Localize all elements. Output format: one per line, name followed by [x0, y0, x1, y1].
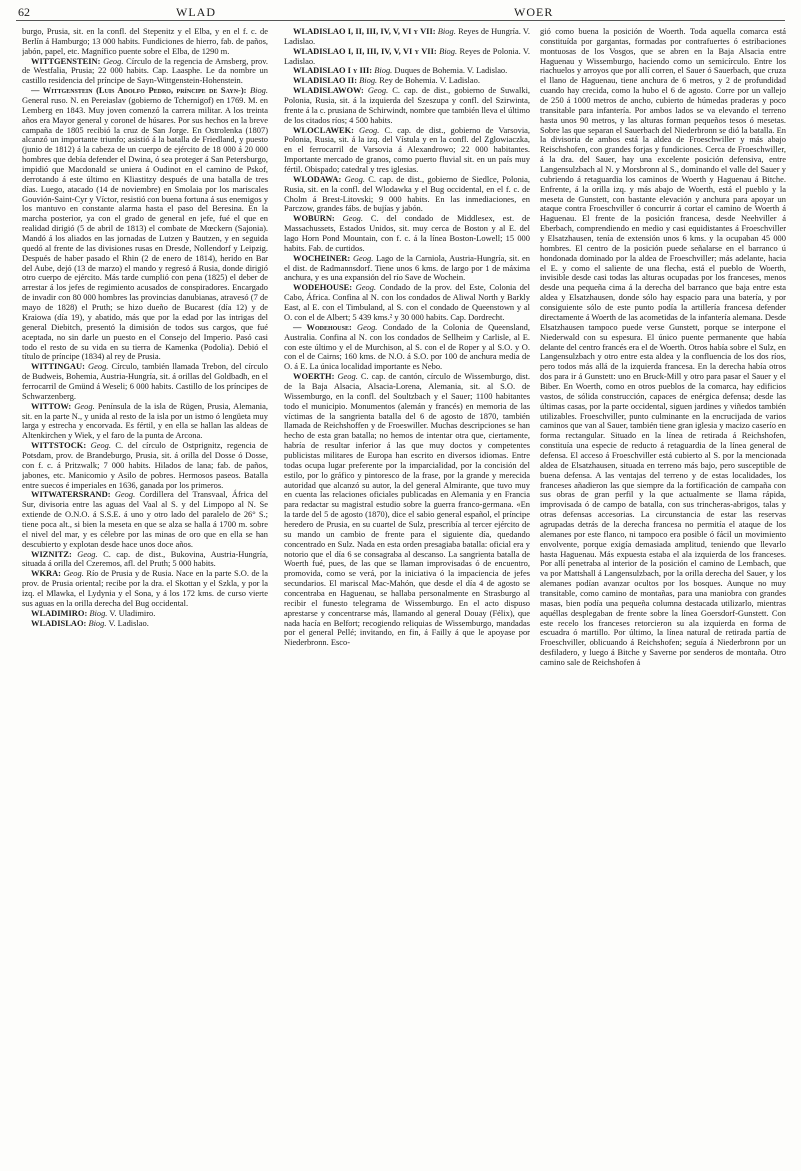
dictionary-entry: [284, 126, 530, 175]
entry-headword: WLADISLAO II:: [293, 75, 357, 86]
entry-headword: WOBURN:: [293, 213, 335, 224]
dictionary-entry: [22, 441, 268, 490]
page-number: 62: [18, 5, 30, 19]
dictionary-entry: [22, 86, 268, 362]
entry-category: Biog.: [439, 45, 458, 56]
running-head-right: WOER: [514, 5, 554, 19]
entry-text: V. Uladimiro.: [109, 607, 156, 618]
dictionary-entry: [284, 175, 530, 214]
entry-text: C. cap. de dist., gobierno de Varsovia, Polonia, Rusia, sit. á la izq. del Vístula y en la confl. del Zglowiaczka, en el ferrocarril de Varsovia á Alexandrowo; 22 000 habitantes. Importante mercado de granos, como puerto fluvial sit. en un país muy fértil. Obispado; catedral y tres iglesias.: [284, 124, 530, 175]
entry-text: C. cap. de cantón, círculo de Wissemburgo, dist. de la Baja Alsacia, Alsacia-Lorena, Alemania, sit. al S.O. de Wissemburgo, en la confl. del Soultzbach y el Sauer; 1100 habitantes todo el municipio. Monumentos (alemán y francés) en memoria de las víctimas de la sangrienta batalla del 6 de agosto de 1870, también llamada de Reichshoffen y de Froeswiller. Muchas descripciones se han hecho de esta gran batalla; no hemos de intentar otra que, ciertamente, habría de resultar inferior á las que muy doctos y competentes publicistas militares de Europa han escrito en diversos idiomas. Entre todas ocupa lugar preferente por la imparcialidad, por la concisión del estilo, por lo gráfico y pintoresco de la frase, por la grande y merecida autoridad que alcanzó su autor, la del general Almirante, que tuvo muy en cuenta las relaciones oficiales publicadas en Alemania y en Francia para redactar su magistral estudio sobre la guerra franco-germana. «En la tarde del 5 de agosto (1870), dice el sabio general español, el príncipe heredero de Prusia, en su cuartel de Sulz, prescribía al tercer ejército de su mando un cambio de frente para el siguiente día, quedando concentrado en Sulz. Nada en esta orden presagiaba batalla: oficial era y notorio que el día 6 se consagraba al descanso. La sangrienta batalla de Woerth fué, pues, de las que se llaman improvisadas ó de encuentro, promovida, como se verá, por la iniciativa ó la impaciencia de jefes secundarios. El mariscal Mac-Mahón, que desde el día 4 de agosto se concentraba en Haguenau, se hallaba personalmente en Strasburgo al recibir el funesto telegrama de Wissemburgo. En el acto dispuso aprestarse y concentrarse más, llamando al general Douay (Félix), que nada hacía en Belfort; recogiendo reliquias de Wissemburgo, mandadas por el general Pellé; invitando, en fin, á Failly á que le apoyase por Niederbronn. Esco-: [284, 371, 530, 648]
entry-headword: WIZNITZ:: [31, 548, 72, 559]
entry-headword: WITTSTOCK:: [31, 440, 87, 451]
entry-text: Condado de la prov. del Este, Colonia del Cabo, África. Confina al N. con los condados de Aliwal North y Barkly East, al E. con el Timbuland, al S. con el condado de Queenstown y al O. con el de Albert; 5 439 kms.² y 30 000 habits. Cap. Dordrecht.: [284, 282, 530, 322]
entry-category: Biog.: [88, 617, 107, 628]
entry-headword: WOCHEINER:: [293, 252, 351, 263]
running-head-left: WLAD: [176, 5, 216, 19]
entry-text: gió como buena la posición de Woerth. Toda aquella comarca está constituída por gargantas, formadas por contrafuertes ó estribaciones montuosas de los Vosgos, que se abren en la Baja Alsacia entre Haguenau y Wissemburgo, haciendo como un semicírculo. Entre los riachuelos y arroyos que por allí corren, el Sauer ó Sauerbach, que cruza el llano de Haguenau, tiene anchura de 6 metros, y 2 de profundidad cuando hay crecida, como la hubo el 6 de agosto. Corre por un vallejo de 250 á 1000 metros de ancho, cubierto de húmedas praderas y poco transitable para infantería. Por ambos lados se va elevando el terreno hasta unos 90 metros, y las alturas forman pequeños tesos ó mesetas. Sobre las que separan el Sauerbach del Niederbronn se dió la batalla. En la divisoria de ambos está la aldea de Froeschwiller y más abajo Reischshofen, con grandes forjas y fundiciones. Cerca de Froeschwiller, á la dra. del Sauer, hay una excelente posición defensiva, entre Langensulzbach al N. y Morsbronn al S., dominando el valle del Sauer y cubriendo á retaguardia los caminos de Woerth y Haguenau á Bitche. Enfrente, á la orilla izq. y más abajo de Woerth, está el pueblo y la meseta de Gunstett, con bastante elevación y anchura para apoyar un ataque contra Froeschviller ó concurrir á cortar el camino de Woerth á Haguenau. El frente de la posición francesa, desde Neehviller á Eberbach, comprendiendo en medio y casi equidistantes á Froeschviller y Elsatzhausen, tenía de extensión unos 6 kms. y la ocupaban 45 000 hombres. El centro de la posición puede señalarse en el barranco ú hondonada dominado por la aldea de Froeschviller; más adelante, hacia el E. y como el saliente de una flecha, está el pueblo de Woerth, invisible desde casi todas las alturas ocupadas por los franceses, menos desde una pequeña cima á la derecha del barranco que baja entre esta aldea y Elsatzhausen, donde sólo hay espacio para una batería, y por consiguiente sólo de este punto podía la artillería francesa defender directamente á Woerth de las acometidas de la infantería alemana. Desde Elsatzhausen tampoco puede verse Gunstett, porque se interpone el Niederwald con su espesura. El único puente permanente que había delante del centro francés era el de Woerth. Otros había sobre el Sulz, en Langensulzbach y otro entre esta aldea y la confluencia de los dos ríos, pero todos más allá de la izquierda francesa. En la derecha había otros dos para ir á Gunstett: uno en Bruck-Mill y otro para pasar el Sauer y el Biber. En Woerth, como en otros pueblos de la comarca, hay edificios vastos, de sólida construcción, capaces de enérgica defensa; desde las últimas casas, por la parte occidental, siguen jardines y viñedos también utilizables. Froeschviller, punto culminante en la encrucijada de varios caminos que van al Sauer, también tiene gran iglesia y macizo caserío en forma rectangular. Situado en la línea de retirada á Reichshofen, constituía una especie de reducto á retaguardia de la línea general de defensa. El acceso á Froeschviller está cubierto al S. por la mencionada aldea de Elsatzhausen, situada en terreno más bajo, pero susceptible de buena defensa. A las ventajas del terreno y de estas localidades, los franceses añadieron las que siempre da la fortificación de campaña con sus obras de gran perfil y la que actualmente se llama rápida, improvisada ó de campo de batalla, con sus trincheras-abrigos, talas y otras defensas accesorias. La circunstancia de estar las reservas agrupadas detrás de la derecha francesa no permitía el ataque de los alemanes por este flanco, ni tampoco era posible ó fácil un movimiento envolvente, porque exigía demasiada amplitud, teniendo que llevarlo hasta Haguenau. Más expuesta estaba el ala izquierda de los franceses. Por allí penetraba al interior de la posición el camino de Lembach, que va por Mattshall á Langensulzbach, por la orilla derecha del Sauer, y los alemanes podían avanzar ocultos por los bosques. Aunque no muy transitable, como camino de montañas, para una maniobra con grandes masas, bien podía una pequeña columna destacada utilizarlo, mientras aquéllas desplegaban de frente sobre la línea Goersdorf-Gunstett. Con este recelo los franceses retorcieron su ala izquierda en forma de escuadra ó martillo. Por último, la línea natural de retirada partía de Froeschviller, oblicuando á Reichshofen; seguía á Niederbronn por un desfiladero, y luego á Bitche y Saverne por senderos de montaña. Otro camino sale de Reichshofen á: [540, 27, 786, 667]
dictionary-entry: [22, 569, 268, 608]
entry-headword: WLADISLAO I, II, III, IV, V, VI y VII:: [293, 45, 437, 56]
entry-category: Geog.: [355, 282, 377, 293]
entry-text: C. cap. de dist., Bukovina, Austria-Hungría, situada á orilla del Czeremos, afl. del Pruth; 5 000 habits.: [22, 548, 268, 569]
entry-text: Reyes de Hungría. V. Ladislao.: [284, 27, 530, 46]
entry-headword: WITWATERSRAND:: [31, 489, 111, 500]
entry-category: Biog.: [249, 85, 268, 96]
column-right: [540, 27, 786, 1167]
dictionary-entry: [22, 362, 268, 401]
entry-headword: WLADIMIRO:: [31, 607, 88, 618]
dictionary-entry: [284, 27, 530, 47]
entry-text: C. cap. de dist., gobierno de Siedlce, Polonia, Rusia, sit. en la confl. del Wlodawka y el Bug occidental, en el f. c. de Cholm á Brest-Litovski; 9 000 habits. En las inmediaciones, en Parczow, grandes fábs. de bujías y jabón.: [284, 173, 530, 214]
entry-text: C. cap. de dist., gobierno de Suwalki, Polonia, Rusia, sit. á la izquierda del Szeszupa y confl. del Szirwinta, frente á la c. prusiana de Schirwindt, nombre que también lleva el último de los citados ríos; 4 500 habits.: [284, 85, 530, 125]
entry-text: General ruso. N. en Pereiaslav (gobierno de Tchernigof) en 1769. M. en Lemberg en 1843. Muy joven comenzó la carrera militar. A los treinta años era Mayor general y coronel de húsares. Por sus hechos en la breve campaña de 1805 recibió la cruz de San Jorge. En Ostrolenka (1807) alcanzó un importante triunfo; asistió á la batalla de Friedland, y puesto (junio de 1812) á la cabeza de un cuerpo de ejército de 18 000 á 20 000 hombres que debía defender el Dwina, ó sea proteger á San Petersburgo, impidió que Macdonald se uniera á Oudinot en el camino de Pskof, derrotando á este último en Kliastitzy después de una batalla de tres días. Luego, atacado (14 de noviembre) en Smolaia por los mariscales Gouvión-Saint-Cyr y Víctor, resistió con buena fortuna á sus enemigos y los mantuvo en constante alarma hasta el paso del Beresina. En la marcha posterior, ya con el grado de general en jefe, fué el que en realidad dirigió (5 de abril de 1813) el combate de Mœckern (Sajonia). Mandó á los aliados en las jornadas de Lutzen y Bautzen, y en seguida quedó al frente de las divisiones rusas en Dresde, Nollendorf y Leipzig. Después de haber pasado el Rhin (2 de enero de 1814), herido en Bar del Aube, dejó (13 de marzo) el mando y regresó á Rusia, donde dirigió otro cuerpo de ejército. Más tarde cumplió con pena (1825) el deber de arrestar á los jefes de regimiento acusados de conspiradores. Encargado de invadir con 80 000 hombres las provincias danubianas, atravesó (7 de mayo de 1828) el Pruth; se hizo dueño de Bucarest (día 12) y de Kraiowa (día 19), y abatido, más que por la edad por las intrigas del general Diebitch, presentó la dimisión de todos sus cargos, que fué aceptada, no sin darle un puesto en el Consejo del Imperio. Pasó casi todo el resto de su vida en su tierra de Kamenka (Podolia). Debió el título de príncipe (1834) al rey de Prusia.: [22, 95, 268, 362]
entry-headword: — Wodehouse:: [293, 321, 352, 332]
entry-headword: WITTGENSTEIN:: [31, 55, 101, 66]
entry-text: C. del círculo de Ostprignitz, regencia de Potsdam, prov. de Brandeburgo, Prusia, sit. á orilla del Dosse ó Dosse, con f. c. á Pritzwalk; 7 000 habits. Hilados de lana; fab. de paños, jabones, etc. Manicomio y Asilo de pobres. Hermosos paseos. Batalla entre suecos é imperiales en 1636, ganada por los primeros.: [22, 440, 268, 490]
entry-category: Geog.: [344, 173, 365, 184]
dictionary-entry: [22, 57, 268, 87]
entry-text: Península de la isla de Rügen, Prusia, Alemania, sit. en la parte N., y unida al resto de la isla por un istmo ó lengüeta muy larga y estrecha y encorvada. Es fértil, y en ella se hallan las aldeas de Altenkirchen y Wiek, y el faro de la punta de Arcona.: [22, 400, 268, 441]
dictionary-entry: [22, 619, 268, 629]
entry-category: Geog.: [90, 440, 111, 451]
entry-category: Geog.: [103, 55, 124, 66]
entry-headword: WITTOW:: [31, 400, 72, 411]
dictionary-entry: [284, 254, 530, 284]
entry-text: Cordillera del Transvaal, África del Sur, divisoria entre las aguas del Vaal al S. y del Limpopo al N. Se extiende de O.N.O. á S.S.E. á uno y otro lado del paralelo de 26° S.; tiene poca alt., si bien la meseta en que se alza se halla á 1700 m. sobre el nivel del mar, y es célebre por las minas de oro que en ella se han descubierto y explotan desde hace unos doce años.: [22, 489, 268, 549]
dictionary-entry: [284, 214, 530, 253]
entry-headword: WOERTH:: [293, 371, 335, 382]
entry-category: Biog.: [359, 75, 378, 86]
entry-category: Geog.: [77, 548, 98, 559]
entry-headword: WLADISLAWOW:: [293, 85, 364, 96]
entry-text: burgo, Prusia, sit. en la confl. del Stepenitz y el Elba, y en el f. c. de Berlín á Hamburgo; 13 000 habits. Fundiciones de hierro, fab. de paños, jabón, papel, etc. Magnífico puente sobre el Elba, de 1290 m.: [22, 27, 268, 56]
column-middle: [284, 27, 530, 1167]
entry-headword: WLADISLAO I y III:: [293, 65, 373, 76]
header-rule: [16, 20, 785, 21]
entry-category: Biog.: [374, 65, 393, 76]
dictionary-entry: [284, 372, 530, 648]
page-header: [18, 5, 785, 19]
entry-headword: WLOCLAWEK:: [293, 124, 354, 135]
entry-headword: WODEHOUSE:: [293, 282, 353, 293]
entry-category: Geog.: [337, 371, 358, 382]
dictionary-entry: [284, 86, 530, 125]
dictionary-entry: [22, 490, 268, 549]
entry-category: Geog.: [357, 321, 378, 332]
entry-text: Círculo de la regencia de Arnsberg, prov. de Westfalia, Prusia; 22 000 habits. Cap. Laasphe. Le da nombre un castillo residencia del príncipe de Sayn-Wittgenstein-Hohenstein.: [22, 55, 268, 86]
dictionary-entry: [284, 283, 530, 322]
column-left: [22, 27, 268, 1167]
dictionary-entry: [540, 27, 786, 668]
entry-headword: WITTINGAU:: [31, 361, 85, 372]
entry-category: Biog.: [437, 27, 456, 36]
entry-text: C. del condado de Middlesex, est. de Massachussets, Estados Unidos, sit. muy cerca de Boston y al E. del lago Horn Pond Mountain, con f. c. á la línea Boston-Lowell; 15 000 habits. Fab. de curtidos.: [284, 213, 530, 253]
entry-text: Río de Prusia y de Rusia. Nace en la parte S.O. de la prov. de Prusia oriental; recibe por la dra. el Skottan y el Szkla, y por la izq. el Mlawka, el Lydynia y el Sona, y á los 172 kms. de curso vierte sus aguas en la orilla derecha del Bug occidental.: [22, 568, 268, 608]
dictionary-entry: [22, 550, 268, 570]
entry-text: Rey de Bohemia. V. Ladislao.: [379, 75, 480, 86]
entry-category: Geog.: [114, 489, 136, 500]
dictionary-entry: [284, 323, 530, 372]
entry-text: Lago de la Carniola, Austria-Hungría, sit. en el dist. de Radmannsdorf. Tiene unos 6 kms. de largo por 1 de máxima anchura, y es una expansión del río Save de Wochein.: [284, 252, 530, 283]
entry-category: Geog.: [74, 400, 95, 411]
entry-text: Condado de la Colonia de Queensland, Australia. Confina al N. con los condados de Sellheim y Carlisle, al E. con este último y el de Murchison, al S. con el de Roper y al S.O. y O. con el de Cairns; 160 kms. de N.O. á S.O. por 100 de anchura media de O. á E. La única localidad importante es Nebo.: [284, 321, 530, 372]
dictionary-entry: [284, 47, 530, 67]
entry-category: Biog.: [89, 607, 108, 618]
entry-headword: WLODAWA:: [293, 173, 342, 184]
entry-headword: — Wittgenstein (Luis Adolfo Pedro, príncipe de Sayn-):: [31, 85, 247, 96]
entry-category: Geog.: [352, 252, 374, 263]
entry-headword: WLADISLAO:: [31, 617, 87, 628]
entry-category: Geog.: [342, 213, 363, 224]
dictionary-entry: [22, 27, 268, 57]
entry-category: Geog.: [359, 124, 380, 135]
entry-headword: WLADISLAO I, II, III, IV, V, VI y VII:: [293, 27, 436, 36]
entry-text: Círculo, también llamada Trebon, del círculo de Budweis, Bohemia, Austria-Hungría, sit. á orillas del Goldbadh, en el ferrocarril de Gmünd á Weseli; 6 000 habits. Castillo de los príncipes de Schwarzenberg.: [22, 361, 268, 401]
entry-category: Geog.: [88, 361, 109, 372]
entry-category: Geog.: [367, 85, 389, 96]
entry-text: V. Ladislao.: [108, 617, 149, 628]
dictionary-entry: [22, 402, 268, 441]
entry-headword: WKRA:: [31, 568, 61, 579]
entry-text: Reyes de Polonia. V. Ladislao.: [284, 45, 530, 66]
entry-category: Geog.: [63, 568, 84, 579]
entry-text: Duques de Bohemia. V. Ladislao.: [394, 65, 508, 76]
